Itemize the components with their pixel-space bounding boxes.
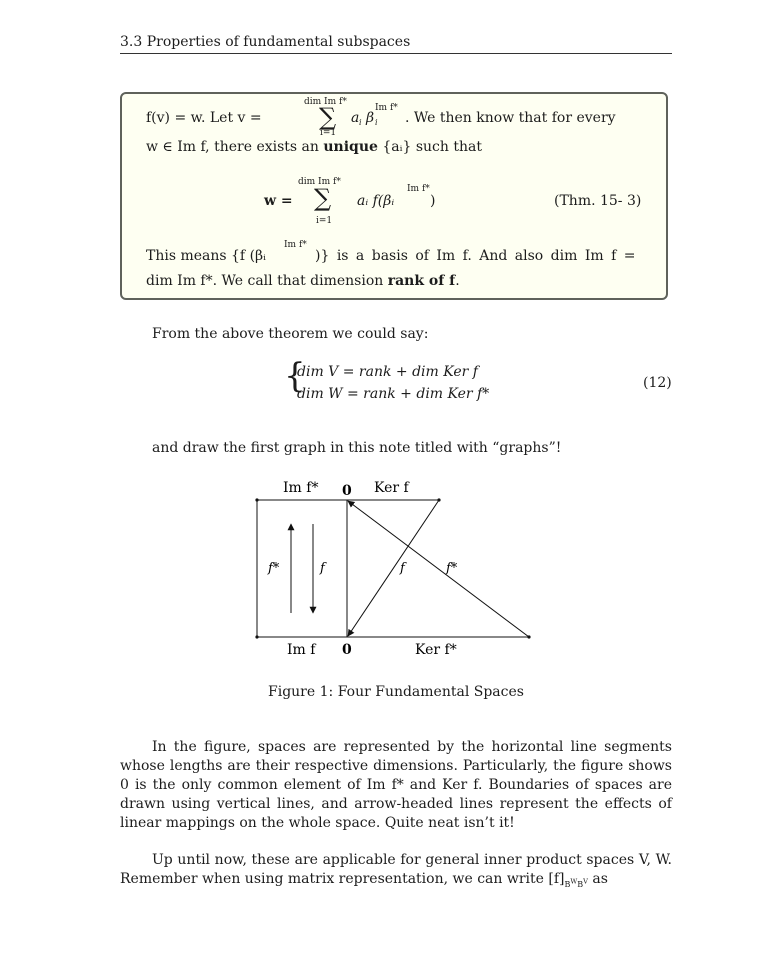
- beta-superscript: Im f*: [375, 103, 398, 113]
- unique-word: unique: [323, 139, 378, 155]
- theorem-line2-text: w ∈ Im f, there exists an: [146, 139, 319, 155]
- label-im-fstar-top: Im f*: [283, 480, 319, 496]
- f-cross-arrow: [348, 500, 439, 636]
- figure-caption: Figure 1: Four Fundamental Spaces: [268, 684, 524, 700]
- paragraph-intro: From the above theorem we could say:: [152, 326, 429, 342]
- sum-top-limit: dim Im f*: [304, 97, 347, 107]
- label-left-f: f: [320, 561, 325, 576]
- running-header: [120, 33, 672, 54]
- fstar-cross-arrow: [348, 501, 529, 637]
- subscript-i: i: [359, 118, 362, 127]
- beta-subscript: i: [375, 118, 378, 127]
- theorem-line4-text: dim Im f*. We call that dimension: [146, 273, 384, 289]
- rank-of-f: rank of f: [387, 273, 456, 289]
- point: [437, 498, 440, 501]
- theorem-line1-end: . We then know that for every: [405, 110, 616, 126]
- subscript-b-w: BWBV: [564, 877, 588, 889]
- eq-rhs-superscript: Im f*: [407, 184, 430, 194]
- eq-sum-symbol: ∑: [314, 184, 332, 212]
- paragraph-final: [120, 851, 672, 894]
- theorem-line1-start: f(v) = w. Let v =: [146, 110, 262, 126]
- eq-label: (Thm. 15- 3): [554, 193, 642, 209]
- paragraph-final-end: as: [587, 871, 608, 887]
- label-im-f-bottom: Im f: [287, 642, 316, 658]
- theorem-line2: [146, 139, 482, 155]
- eq-lhs: w =: [264, 193, 293, 209]
- theorem-line2-end: {aᵢ} such that: [382, 139, 482, 155]
- left-brace: {: [284, 356, 306, 396]
- eq-sum-top: dim Im f*: [298, 177, 341, 187]
- point: [255, 635, 258, 638]
- label-cross-f: f: [400, 561, 405, 576]
- point: [255, 498, 258, 501]
- label-ker-f: Ker f: [374, 480, 409, 496]
- equation-number: (12): [643, 375, 672, 391]
- theorem-line3-end: )} is a basis of Im f. And also dim Im f =: [315, 248, 636, 264]
- sum-symbol: ∑: [319, 103, 337, 131]
- theorem-box: [120, 92, 668, 300]
- coefficient-a: a: [351, 110, 360, 126]
- equation-1: dim V = rank + dim Ker f: [297, 364, 478, 380]
- label-zero-top: 0: [342, 483, 352, 499]
- fundamental-spaces-figure: [250, 475, 540, 665]
- theorem-line3-start: This means {f (βᵢ: [146, 248, 266, 264]
- equation-2: dim W = rank + dim Ker f*: [297, 386, 490, 402]
- sum-bottom-limit: i=1: [320, 128, 337, 138]
- eq-sum-bottom: i=1: [316, 216, 333, 226]
- label-ker-fstar: Ker f*: [415, 642, 457, 658]
- theorem-line4-end: .: [455, 273, 460, 289]
- theorem-line3-superscript: Im f*: [284, 240, 307, 250]
- paragraph-explanation: In the figure, spaces are represented by the horizontal line segments whose lengths are their respective dimensions. Particularly, the figure shows 0 is the only common element of Im f* and Ker f. Boundaries of spaces are drawn using vertical lines, and arrow-headed lines represent the effects of linear mappings on the whole space. Quite neat isn’t it!: [120, 739, 672, 831]
- label-cross-fstar: f*: [446, 561, 458, 576]
- paragraph-final-text: Up until now, these are applicable for general inner product spaces V, W. Remember when using matrix representation, we can write [f]: [120, 852, 672, 887]
- beta-symbol: β: [366, 110, 375, 126]
- paragraph-graph: and draw the first graph in this note titled with “graphs”!: [152, 440, 562, 456]
- label-zero-bottom: 0: [342, 642, 352, 658]
- label-left-fstar: f*: [268, 561, 280, 576]
- eq-rhs: aᵢ f(βᵢ: [357, 193, 395, 209]
- header-text: 3.3 Properties of fundamental subspaces: [120, 34, 411, 50]
- point: [527, 635, 530, 638]
- theorem-line4: [146, 273, 460, 289]
- eq-rhs-close: ): [430, 193, 436, 209]
